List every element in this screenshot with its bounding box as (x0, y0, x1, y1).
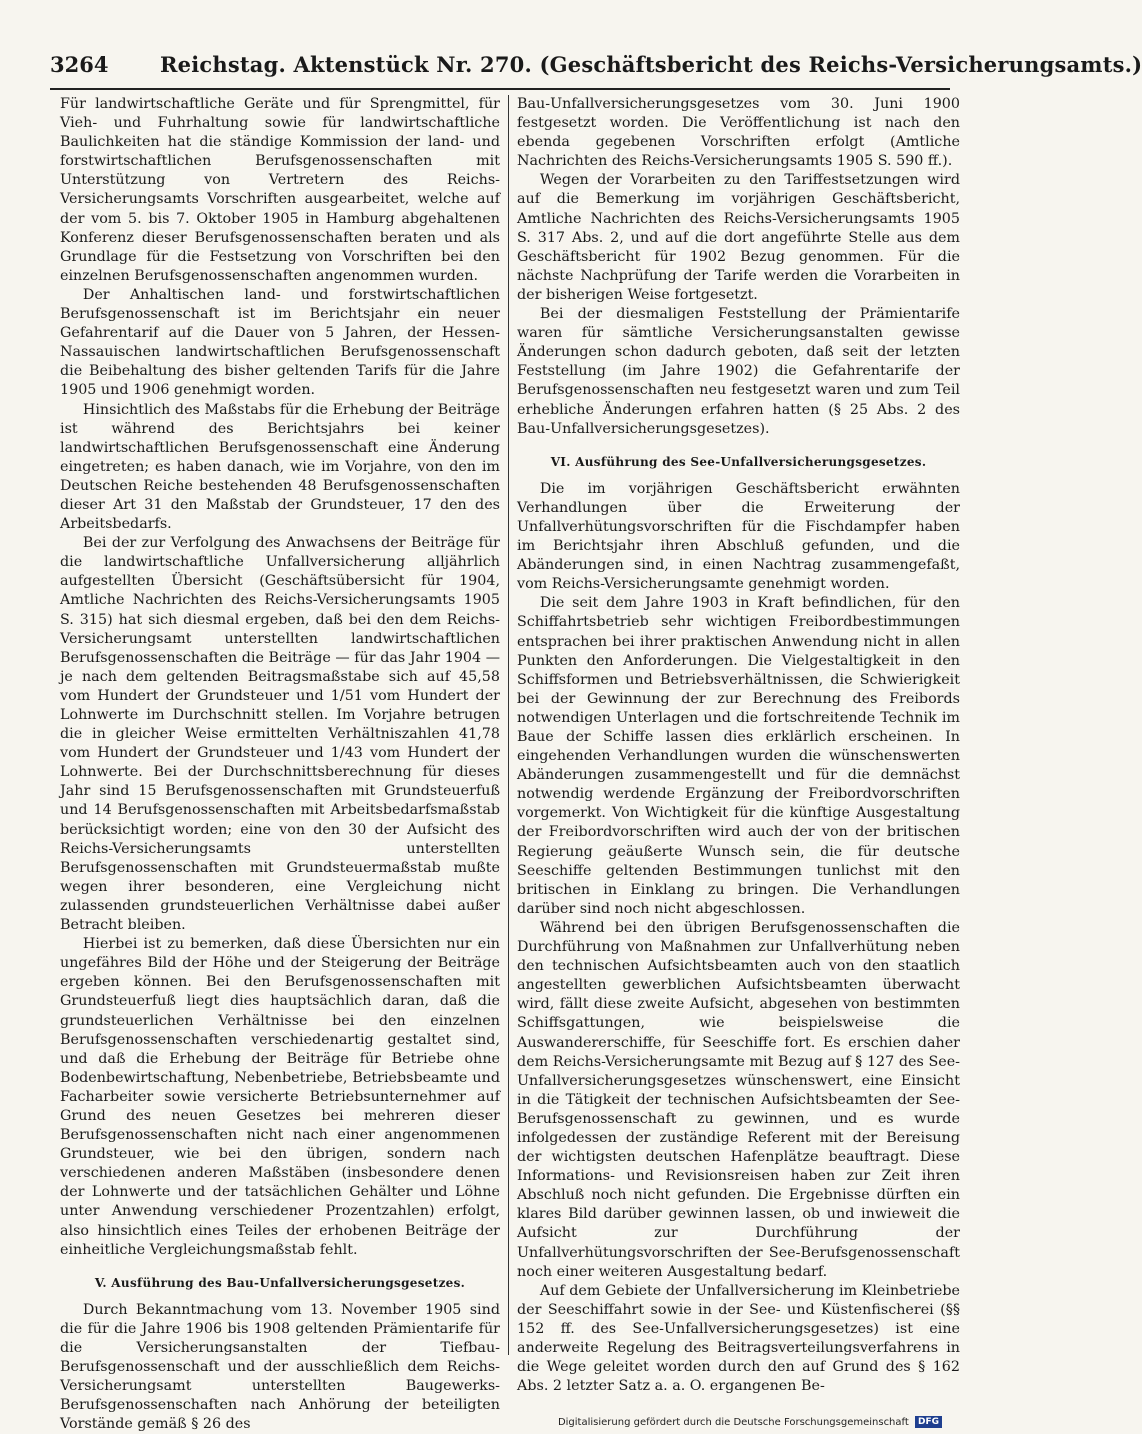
running-title: Reichstag. Aktenstück Nr. 270. (Geschäftsbericht des Reichs-Versicherungsamts.) (160, 52, 1142, 77)
paragraph: Bei der diesmaligen Feststellung der Prämientarife waren für sämtliche Versicherungsanstalten gewisse Änderungen schon dadurch geboten, daß seit der letzten Feststellung (im Jahre 1902) die Gefahrentarife der Berufsgenossenschaften neu festgesetzt waren und zum Teil erhebliche Änderungen erfahren hatten (§ 25 Abs. 2 des Bau-Unfallversicherungsgesetzes). (517, 306, 960, 437)
left-column (60, 95, 500, 1434)
column-divider (508, 95, 509, 1355)
paragraph: Während bei den übrigen Berufsgenossenschaften die Durchführung von Maßnahmen zur Unfallverhütung neben den technischen Aufsichtsbeamten auch von den staatlich angestellten gewerblichen Aufsichtsbeamten überwacht wird, fällt diese zweite Aufsicht, abgesehen von bestimmten Schiffsgattungen, wie beispielsweise die Auswandererschiffe, für Seeschiffe fort. Es erschien daher dem Reichs-Versicherungsamte mit Bezug auf § 127 des See-Unfallversicherungsgesetzes wünschenswert, eine Einsicht in die Tätigkeit der technischen Aufsichtsbeamten der See-Berufsgenossenschaft zu gewinnen, und es wurde infolgedessen der zuständige Referent mit der Bereisung der wichtigsten deutschen Hafenplätze beauftragt. Diese Informations- und Revisionsreisen haben zur Zeit ihren Abschluß noch nicht gefunden. Die Ergebnisse dürften ein klares Bild darüber gewinnen lassen, ob und inwieweit die Aufsicht zur Durchführung der Unfallverhütungsvorschriften der See-Berufsgenossenschaft noch einer weiteren Ausgestaltung bedarf. (517, 919, 960, 1280)
paragraph: Die im vorjährigen Geschäftsbericht erwähnten Verhandlungen über die Erweiterung der Unfallverhütungsvorschriften für die Fischdampfer haben im Berichtsjahr ihren Abschluß gefunden, und die Abänderungen sind, in einen Nachtrag zusammengefaßt, vom Reichs-Versicherungsamte genehmigt worden. (517, 480, 960, 593)
section-heading: V. Ausführung des Bau-Unfallversicherungsgesetzes. (94, 1275, 466, 1290)
paragraph: Wegen der Vorarbeiten zu den Tariffestsetzungen wird auf die Bemerkung im vorjährigen Geschäftsbericht, Amtliche Nachrichten des Reichs-Versicherungsamts 1905 S. 317 Abs. 2, und auf die dort angeführte Stelle aus dem Geschäftsbericht für 1902 Bezug genommen. Für die nächste Nachprüfung der Tarife werden die Vorarbeiten in der bisherigen Weise fortgesetzt. (517, 172, 960, 303)
paragraph: Bau-Unfallversicherungsgesetzes vom 30. Juni 1900 festgesetzt worden. Die Veröffentlichung ist nach den ebenda gegebenen Vorschriften erfolgt (Amtliche Nachrichten des Reichs-Versicherungsamts 1905 S. 590 ff.). (517, 96, 960, 170)
header-rule (50, 88, 950, 90)
paragraph: Für landwirtschaftliche Geräte und für Sprengmittel, für Vieh- und Fuhrhaltung sowie für landwirtschaftliche Baulichkeiten hat die ständige Kommission der land- und forstwirtschaftlichen Berufsgenossenschaften mit Unterstützung von Vertretern des Reichs-Versicherungsamts Vorschriften ausgearbeitet, welche auf der vom 5. bis 7. Oktober 1905 in Hamburg abgehaltenen Konferenz dieser Berufsgenossenschaften beraten und als Grundlage für die Festsetzung von Vorschriften bei den einzelnen Berufsgenossenschaften angenommen wurden. (60, 96, 500, 284)
paragraph: Die seit dem Jahre 1903 in Kraft befindlichen, für den Schiffahrtsbetrieb sehr wichtigen Freibordbestimmungen entsprachen bei ihrer praktischen Anwendung nicht in allen Punkten den Anforderungen. Die Vielgestaltigkeit in den Schiffsformen und Betriebsverhältnissen, die Schwierigkeit bei der Gewinnung der zur Berechnung des Freibords notwendigen Unterlagen und die fortschreitende Technik im Baue der Schiffe lassen dies erklärlich erscheinen. In eingehenden Verhandlungen wurden die wünschenswerten Abänderungen zusammengestellt und für die demnächst notwendig werdende Ergänzung der Freibordvorschriften vorgemerkt. Von Wichtigkeit für die künftige Ausgestaltung der Freibordvorschriften wird auch der von der britischen Regierung geäußerte Wunsch sein, die für deutsche Seeschiffe geltenden Bestimmungen tunlichst mit den britischen in Einklang zu bringen. Die Verhandlungen darüber sind noch nicht abgeschlossen. (517, 595, 960, 917)
section-heading: VI. Ausführung des See-Unfallversicherungsgesetzes. (550, 454, 927, 469)
dfg-logo: DFG (915, 1416, 942, 1428)
page-header (50, 52, 1142, 86)
paragraph: Durch Bekanntmachung vom 13. November 1905 sind die für die Jahre 1906 bis 1908 geltenden Prämientarife für die Versicherungsanstalten der Tiefbau-Berufsgenossenschaft und der ausschließlich dem Reichs-Versicherungsamt unterstellten Baugewerks-Berufsgenossenschaften nach Anhörung der beteiligten Vorstände gemäß § 26 des (60, 1301, 500, 1433)
paragraph: Hinsichtlich des Maßstabs für die Erhebung der Beiträge ist während des Berichtsjahrs bei keiner landwirtschaftlichen Berufsgenossenschaft eine Änderung eingetreten; es haben danach, wie im Vorjahre, von den im Deutschen Reiche bestehenden 48 Berufsgenossenschaften dieser Art 31 den Maßstab der Grundsteuer, 17 den des Arbeitsbedarfs. (60, 401, 500, 533)
paragraph: Auf dem Gebiete der Unfallversicherung im Kleinbetriebe der Seeschiffahrt sowie in der See- und Küstenfischerei (§§ 152 ff. des See-Unfallversicherungsgesetzes) ist eine anderweite Regelung des Beitragsverteilungsverfahrens in die Wege geleitet worden durch den auf Grund des § 162 Abs. 2 letzter Satz a. a. O. ergangenen Be- (517, 1282, 960, 1395)
paragraph: Bei der zur Verfolgung des Anwachsens der Beiträge für die landwirtschaftliche Unfallversicherung alljährlich aufgestellten Übersicht (Geschäftsübersicht für 1904, Amtliche Nachrichten des Reichs-Versicherungsamts 1905 S. 315) hat sich diesmal ergeben, daß bei den dem Reichs-Versicherungsamt unterstellten landwirtschaftlichen Berufsgenossenschaften die Beiträge — für das Jahr 1904 — je nach dem geltenden Beitragsmaßstabe sich auf 45,58 vom Hundert der Grundsteuer und 1/51 vom Hundert der Lohnwerte im Durchschnitt stellen. Im Vorjahre betrugen die in gleicher Weise ermittelten Verhältniszahlen 41,78 vom Hundert der Grundsteuer und 1/43 vom Hundert der Lohnwerte. Bei der Durchschnittsberechnung für dieses Jahr sind 15 Berufsgenossenschaften mit Grundsteuerfuß und 14 Berufsgenossenschaften mit Arbeitsbedarfsmaßstab berücksichtigt worden; eine von den 30 der Aufsicht des Reichs-Versicherungsamts unterstellten Berufsgenossenschaften mit Grundsteuermaßstab mußte wegen ihrer besonderen, eine Vergleichung nicht zulassenden grundsteuerlichen Verhältnisse dabei außer Betracht bleiben. (60, 535, 500, 934)
paragraph: Hierbei ist zu bemerken, daß diese Übersichten nur ein ungefähres Bild der Höhe und der Steigerung der Beiträge ergeben können. Bei den Berufsgenossenschaften mit Grundsteuerfuß liegt dies hauptsächlich daran, daß die grundsteuerlichen Verhältnisse bei den einzelnen Berufsgenossenschaften verschiedenartig gestaltet sind, und daß die Erhebung der Beiträge für Betriebe ohne Bodenbewirtschaftung, Nebenbetriebe, Betriebsbeamte und Facharbeiter sowie versicherte Betriebsunternehmer auf Grund des neuen Gesetzes bei mehreren dieser Berufsgenossenschaften nicht nach einer angenommenen Grundsteuer, wie bei den übrigen, sondern nach verschiedenen anderen Maßstäben (insbesondere denen der Lohnwerte und der tatsächlichen Gehälter und Löhne unter Anwendung verschiedener Prozentzahlen) erfolgt, also hinsichtlich eines Teiles der erhobenen Beiträge der einheitliche Vergleichungsmaßstab fehlt. (60, 936, 500, 1258)
footer-text: Digitalisierung gefördert durch die Deutsche Forschungsgemeinschaft (557, 1417, 909, 1428)
right-column (517, 95, 960, 1396)
page-number: 3264 (50, 52, 109, 77)
paragraph: Der Anhaltischen land- und forstwirtschaftlichen Berufsgenossenschaft ist im Berichtsjahr ein neuer Gefahrentarif auf die Dauer von 5 Jahren, der Hessen-Nassauischen landwirtschaftlichen Berufsgenossenschaft die Beibehaltung des bisher geltenden Tarifs für die Jahre 1905 und 1906 genehmigt worden. (60, 286, 500, 399)
footer-credit (558, 1416, 942, 1428)
